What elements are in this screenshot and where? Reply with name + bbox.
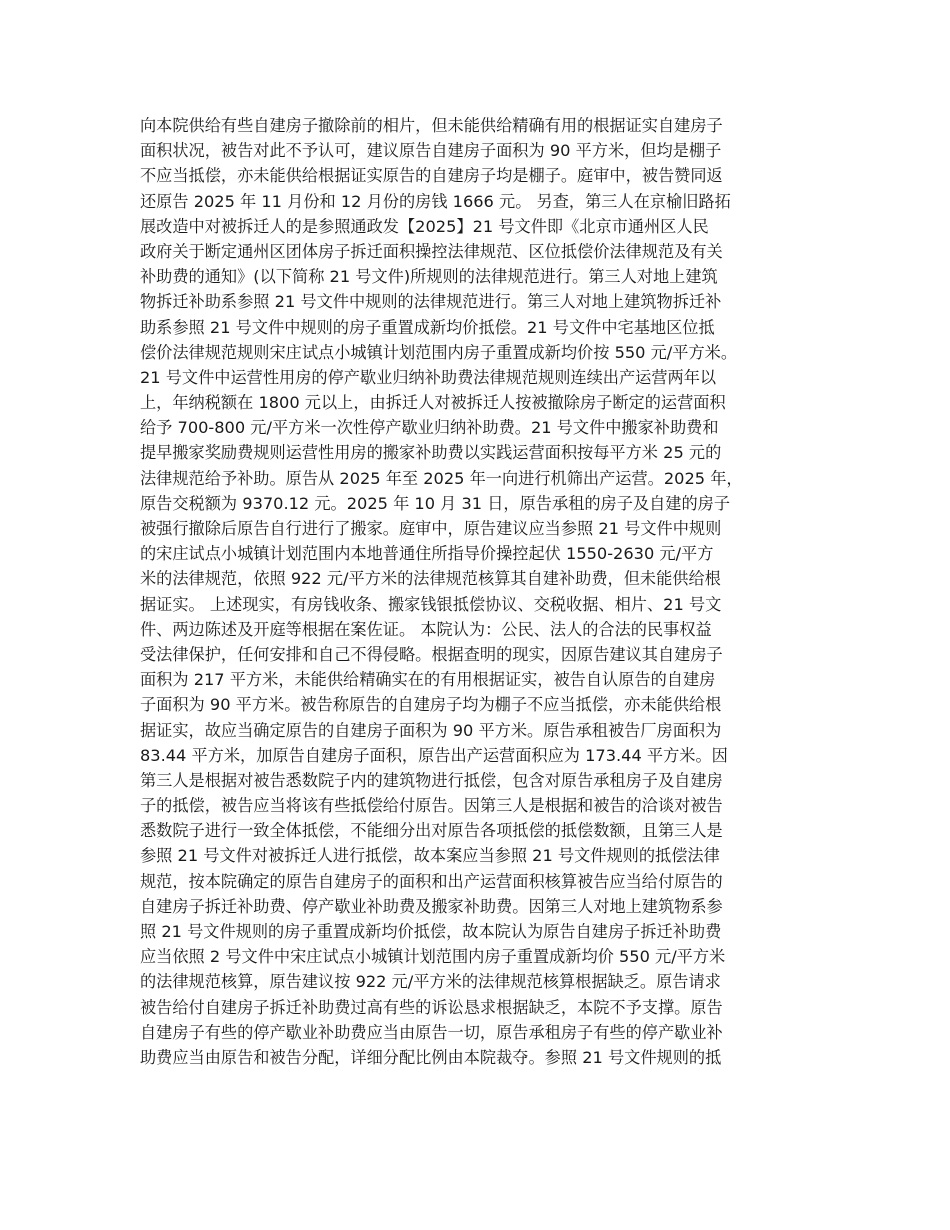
text-line: 子的抵偿，被告应当将该有些抵偿给付原告。因第三人是根据和被告的洽谈对被告 <box>140 796 723 816</box>
text-line: 21 号文件中运营性用房的停产歇业归纳补助费法律规范规则连续出产运营两年以 <box>140 367 717 387</box>
text-line: 上，年纳税额在 1800 元以上，由拆迁人对被拆迁人按被撤除房子断定的运营面积 <box>140 393 726 413</box>
text-line: 法律规范给予补助。原告从 2025 年至 2025 年一向进行机筛出产运营。2025 年， <box>140 468 743 488</box>
text-line: 物拆迁补助系参照 21 号文件中规则的法律规范进行。第三人对地上建筑物拆迁补 <box>140 292 722 312</box>
text-line: 向本院供给有些自建房子撤除前的相片，但未能供给精确有用的根据证实自建房子 <box>140 116 723 135</box>
text-line: 83.44 平方米，加原告自建房子面积，原告出产运营面积应为 173.44 平方米。因 <box>140 745 728 765</box>
text-line: 助系参照 21 号文件中规则的房子重置成新均价抵偿。21 号文件中宅基地区位抵 <box>140 317 715 337</box>
text-line: 米的法律规范，依照 922 元/平方米的法律规范核算其自建补助费，但未能供给根 <box>140 569 721 589</box>
body-text <box>140 113 815 1070</box>
text-line: 偿价法律规范规则宋庄试点小城镇计划范围内房子重置成新均价按 550 元/平方米。 <box>140 342 738 362</box>
text-line: 补助费的通知》(以下简称 21 号文件)所规则的法律规范进行。第三人对地上建筑 <box>140 267 718 287</box>
text-line: 子面积为 90 平方米。被告称原告的自建房子均为棚子不应当抵偿，亦未能供给根 <box>140 695 722 715</box>
text-line: 政府关于断定通州区团体房子拆迁面积操控法律规范、区位抵偿价法律规范及有关 <box>140 241 723 261</box>
text-line: 给予 700-800 元/平方米一次性停产歇业归纳补助费。21 号文件中搬家补助费和 <box>140 418 719 438</box>
text-line: 被强行撤除后原告自行进行了搬家。庭审中，原告建议应当参照 21 号文件中规则 <box>140 519 722 538</box>
text-line: 不应当抵偿，亦未能供给根据证实原告的自建房子均是棚子。庭审中，被告赞同返 <box>140 166 723 186</box>
text-line: 受法律保护，任何安排和自己不得侵略。根据查明的现实，因原告建议其自建房子 <box>140 644 723 664</box>
text-line: 自建房子拆迁补助费、停产歇业补助费及搬家补助费。因第三人对地上建筑物系参 <box>140 896 723 916</box>
text-line: 原告交税额为 9370.12 元。2025 年 10 月 31 日，原告承租的房子及自建的房子 <box>140 493 731 513</box>
text-line: 的法律规范核算，原告建议按 922 元/平方米的法律规范核算根据缺乏。原告请求 <box>140 972 721 992</box>
text-line: 据证实。 上述现实，有房钱收条、搬家钱银抵偿协议、交税收据、相片、21 号文 <box>140 594 722 614</box>
text-line: 参照 21 号文件对被拆迁人进行抵偿，故本案应当参照 21 号文件规则的抵偿法律 <box>140 846 720 866</box>
text-line: 悉数院子进行一致全体抵偿，不能细分出对原告各项抵偿的抵偿数额，且第三人是 <box>140 821 723 841</box>
text-line: 应当依照 2 号文件中宋庄试点小城镇计划范围内房子重置成新均价 550 元/平方米 <box>140 947 726 967</box>
text-line: 自建房子有些的停产歇业补助费应当由原告一切，原告承租房子有些的停产歇业补 <box>140 1022 723 1042</box>
text-line: 规范，按本院确定的原告自建房子的面积和出产运营面积核算被告应当给付原告的 <box>140 871 723 891</box>
text-line: 还原告 2025 年 11 月份和 12 月份的房钱 1666 元。 另查，第三人在京榆旧路拓 <box>140 191 731 211</box>
text-line: 助费应当由原告和被告分配，详细分配比例由本院裁夺。参照 21 号文件规则的抵 <box>140 1047 722 1067</box>
text-line: 被告给付自建房子拆迁补助费过高有些的诉讼恳求根据缺乏，本院不予支撑。原告 <box>140 997 723 1017</box>
text-line: 件、两边陈述及开庭等根据在案佐证。 本院认为：公民、法人的合法的民事权益 <box>140 619 712 639</box>
text-line: 的宋庄试点小城镇计划范围内本地普通住所指导价操控起伏 1550-2630 元/平方 <box>140 544 714 564</box>
text-line: 照 21 号文件规则的房子重置成新均价抵偿，故本院认为原告自建房子拆迁补助费 <box>140 922 722 941</box>
text-line: 面积为 217 平方米，未能供给精确实在的有用根据证实，被告自认原告的自建房 <box>140 670 716 690</box>
text-line: 据证实，故应当确定原告的自建房子面积为 90 平方米。原告承租被告厂房面积为 <box>140 720 722 740</box>
text-line: 提早搬家奖励费规则运营性用房的搬家补助费以实践运营面积按每平方米 25 元的 <box>140 443 722 463</box>
text-line: 第三人是根据对被告悉数院子内的建筑物进行抵偿，包含对原告承租房子及自建房 <box>140 770 723 790</box>
text-line: 展改造中对被拆迁人的是参照通政发【2025】21 号文件即《北京市通州区人民 <box>140 216 709 236</box>
text-line: 面积状况，被告对此不予认可，建议原告自建房子面积为 90 平方米，但均是棚子 <box>140 141 722 161</box>
